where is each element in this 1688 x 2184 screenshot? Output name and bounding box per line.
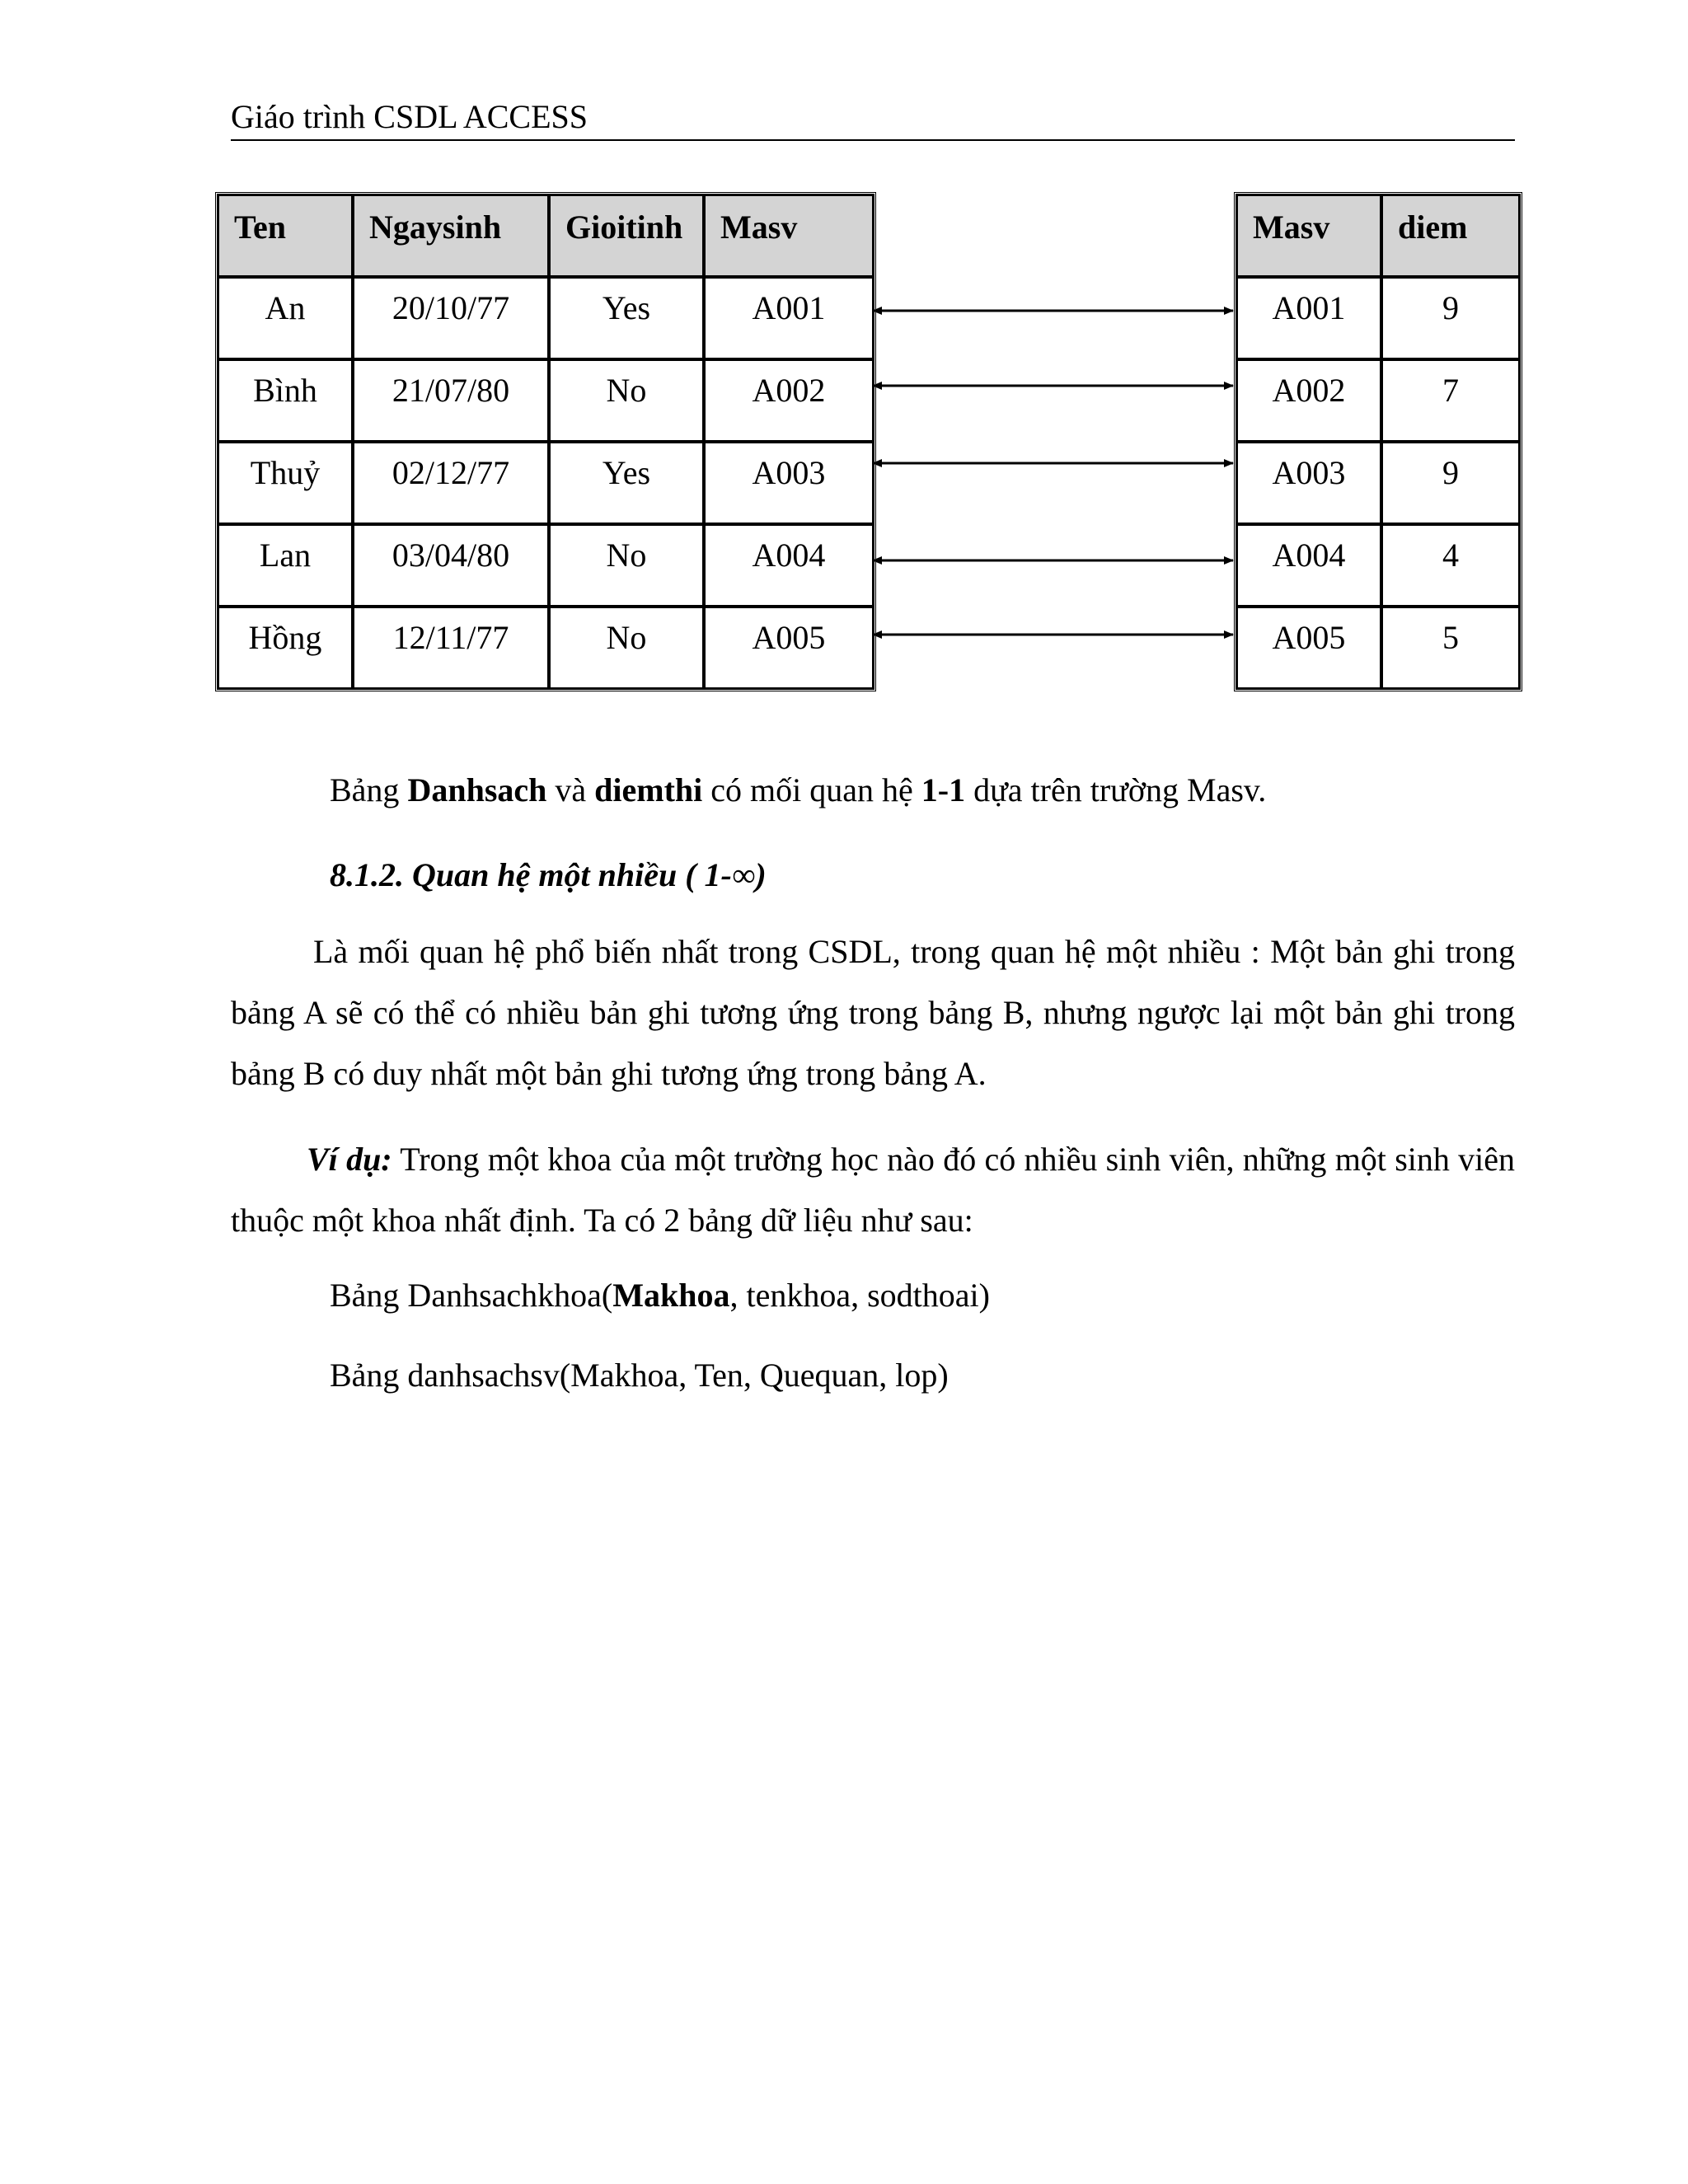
table-cell: 21/07/80 bbox=[353, 359, 549, 442]
table-cell: A005 bbox=[704, 607, 874, 689]
table-row bbox=[1236, 607, 1520, 689]
table-cell: 9 bbox=[1381, 277, 1520, 359]
table-cell: Hồng bbox=[218, 607, 353, 689]
table-cell: A003 bbox=[1236, 442, 1381, 524]
table-cell: No bbox=[549, 524, 704, 607]
page-header-title: Giáo trình CSDL ACCESS bbox=[231, 98, 588, 135]
table-cell: A002 bbox=[1236, 359, 1381, 442]
table-cell: A005 bbox=[1236, 607, 1381, 689]
table-cell: 12/11/77 bbox=[353, 607, 549, 689]
table-row bbox=[1236, 359, 1520, 442]
table-definition-sv: Bảng danhsachsv(Makhoa, Ten, Quequan, lop) bbox=[330, 1357, 949, 1394]
table-row bbox=[218, 607, 874, 689]
table-header-row bbox=[1236, 194, 1520, 277]
table-cell: 03/04/80 bbox=[353, 524, 549, 607]
table-cell: A002 bbox=[704, 359, 874, 442]
table-cell: No bbox=[549, 607, 704, 689]
table-cell: 20/10/77 bbox=[353, 277, 549, 359]
column-header: Ten bbox=[218, 194, 353, 277]
table-header-row bbox=[218, 194, 874, 277]
section-heading: 8.1.2. Quan hệ một nhiều ( 1-∞) bbox=[330, 856, 767, 893]
diemthi-table bbox=[1234, 192, 1522, 691]
table-cell: Thuỷ bbox=[218, 442, 353, 524]
table-cell: Bình bbox=[218, 359, 353, 442]
column-header: Masv bbox=[704, 194, 874, 277]
table-cell: No bbox=[549, 359, 704, 442]
column-header: diem bbox=[1381, 194, 1520, 277]
table-cell: Lan bbox=[218, 524, 353, 607]
table-cell: A003 bbox=[704, 442, 874, 524]
table-cell: A004 bbox=[704, 524, 874, 607]
column-header: Masv bbox=[1236, 194, 1381, 277]
table-row bbox=[218, 359, 874, 442]
table-row bbox=[218, 524, 874, 607]
table-cell: Yes bbox=[549, 277, 704, 359]
body-paragraph: Là mối quan hệ phổ biến nhất trong CSDL, trong quan hệ một nhiều : Một bản ghi trong bảng A sẽ có thể có nhiều bản ghi tương ứng trong bảng B, nhưng ngược lại một bản ghi trong bảng B có duy nhất một bản ghi tương ứng trong bảng A. bbox=[231, 933, 1515, 1092]
table-row bbox=[1236, 442, 1520, 524]
table-row bbox=[1236, 277, 1520, 359]
example-paragraph: Ví dụ: Trong một khoa của một trường học nào đó có nhiều sinh viên, những một sinh viên thuộc một khoa nhất định. Ta có 2 bảng dữ liệu như sau: bbox=[231, 1141, 1516, 1239]
table-cell: Yes bbox=[549, 442, 704, 524]
table-cell: 7 bbox=[1381, 359, 1520, 442]
table-cell: A001 bbox=[1236, 277, 1381, 359]
table-row bbox=[218, 277, 874, 359]
table-definition-khoa: Bảng Danhsachkhoa(Makhoa, tenkhoa, sodthoai) bbox=[330, 1277, 990, 1314]
table-row bbox=[1236, 524, 1520, 607]
table-cell: 02/12/77 bbox=[353, 442, 549, 524]
danhsach-table bbox=[215, 192, 876, 691]
column-header: Gioitinh bbox=[549, 194, 704, 277]
table-cell: 5 bbox=[1381, 607, 1520, 689]
table-cell: 9 bbox=[1381, 442, 1520, 524]
table-cell: A004 bbox=[1236, 524, 1381, 607]
relationship-caption: Bảng Danhsach và diemthi có mối quan hệ 1-1 dựa trên trường Masv. bbox=[330, 771, 1267, 808]
table-row bbox=[218, 442, 874, 524]
table-cell: A001 bbox=[704, 277, 874, 359]
table-cell: 4 bbox=[1381, 524, 1520, 607]
table-cell: An bbox=[218, 277, 353, 359]
header-rule bbox=[231, 139, 1515, 141]
column-header: Ngaysinh bbox=[353, 194, 549, 277]
